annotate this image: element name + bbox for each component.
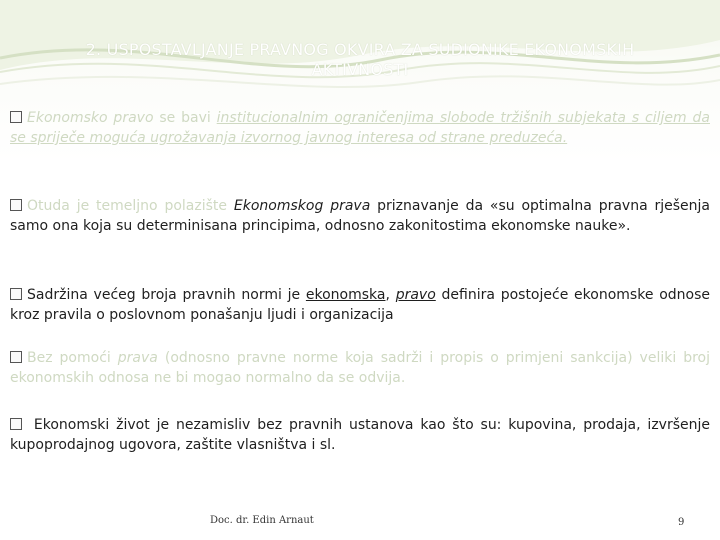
footer-author: Doc. dr. Edin Arnaut	[210, 515, 314, 526]
item-3-term-law: pravo	[395, 287, 436, 303]
square-bullet-icon	[10, 288, 22, 300]
item-1-term: Ekonomsko pravo	[27, 110, 154, 126]
item-4-term: prava	[117, 350, 158, 366]
square-bullet-icon	[10, 418, 22, 430]
bullet-item-5: Ekonomski život je nezamisliv bez pravnih ustanova kao što su: kupovina, prodaja, izvršenje kupoprodajnog ugovora, zaštite vlasništva i sl.	[10, 417, 710, 453]
slide-title	[0, 40, 720, 80]
item-1-definition: institucionalnim ograničenjima slobode tržišnih subjekata s ciljem da se spriječe moguća ugrožavanja izvornog javnog interesa od strane preduzeća.	[10, 110, 710, 146]
bullet-item-1: Ekonomsko pravo se bavi institucionalnim ograničenjima slobode tržišnih subjekata s ciljem da se spriječe moguća ugrožavanja izvornog javnog interesa od strane preduzeća.	[10, 110, 710, 146]
slide-title-line2: AKTIVNOSTI	[311, 60, 409, 79]
bullet-item-3: Sadržina većeg broja pravnih normi je ekonomska, pravo definira postojeće ekonomske odnose kroz pravila o poslovnom ponašanju ljudi i organizacija	[10, 287, 710, 323]
page-number: 9	[678, 517, 685, 528]
square-bullet-icon	[10, 351, 22, 363]
item-2-term: Ekonomskog prava	[233, 198, 371, 214]
bullet-item-4: Bez pomoći prava (odnosno pravne norme koja sadrži i propis o primjeni sankcija) veliki broj ekonomskih odnosa ne bi mogao normalno da se odvija.	[10, 350, 711, 386]
slide-title-line1: 2. USPOSTAVLJANJE PRAVNOG OKVIRA ZA SUDIONIKE EKONOMSKIH	[85, 40, 635, 59]
bullet-item-2: Otuda je temeljno polazište Ekonomskog prava priznavanje da «su optimalna pravna rješenja samo ona koja su determinisana principima, odnosno zakonitostima ekonomske nauke».	[10, 198, 711, 234]
square-bullet-icon	[10, 111, 22, 123]
square-bullet-icon	[10, 199, 22, 211]
item-3-term-economic: ekonomska	[305, 287, 386, 303]
